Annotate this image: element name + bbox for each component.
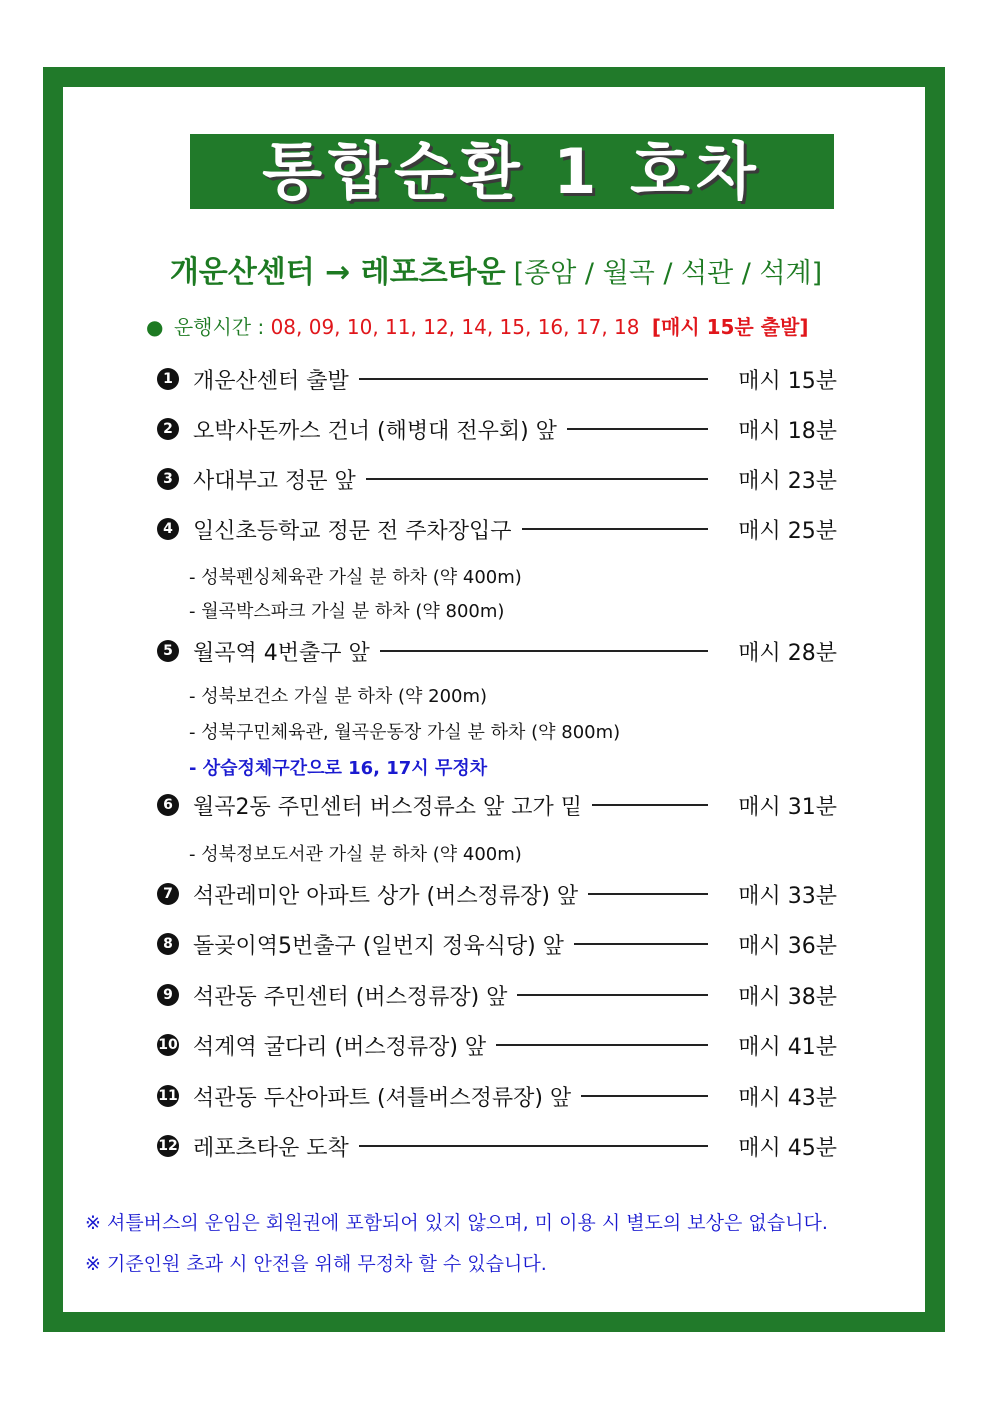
stop-note: - 성북정보도서관 가실 분 하차 (약 400m)	[189, 844, 522, 865]
stop-row	[157, 412, 837, 446]
stop-time: 매시 45분	[738, 1135, 837, 1161]
leader-line	[380, 650, 709, 652]
leader-line	[581, 1095, 708, 1097]
stop-row	[157, 978, 837, 1012]
stop-number: 6	[157, 794, 179, 816]
stop-name: 오박사돈까스 건너 (해병대 전우회) 앞	[193, 418, 557, 444]
stop-row	[157, 877, 837, 911]
route-sub: [종암 / 월곡 / 석관 / 석계]	[513, 258, 823, 289]
hours-label: 운행시간 :	[173, 315, 265, 339]
hours-times: 08, 09, 10, 11, 12, 14, 15, 16, 17, 18	[270, 315, 640, 339]
stop-time: 매시 18분	[738, 418, 837, 444]
stop-name: 레포츠타운 도착	[193, 1135, 349, 1161]
stop-name: 돌곶이역5번출구 (일번지 정육식당) 앞	[193, 933, 564, 959]
stop-number: 1	[157, 368, 179, 390]
page-title: 통합순환 1 호차	[262, 134, 762, 208]
stop-number: 4	[157, 518, 179, 540]
footnote: ※ 셔틀버스의 운임은 회원권에 포함되어 있지 않으며, 미 이용 시 별도의 보상은 없습니다.	[85, 1212, 828, 1234]
stop-time: 매시 36분	[738, 933, 837, 959]
leader-line	[496, 1044, 708, 1046]
stop-warning: - 상습정체구간으로 16, 17시 무정차	[189, 758, 488, 779]
stop-number: 5	[157, 640, 179, 662]
stop-time: 매시 25분	[738, 518, 837, 544]
stop-number: 3	[157, 468, 179, 490]
stop-row	[157, 1129, 837, 1163]
stop-row	[157, 462, 837, 496]
leader-line	[592, 804, 708, 806]
stop-time: 매시 43분	[738, 1085, 837, 1111]
stop-row	[157, 1028, 837, 1062]
stop-time: 매시 23분	[738, 468, 837, 494]
stop-number: 10	[157, 1034, 179, 1056]
stop-name: 석관동 두산아파트 (셔틀버스정류장) 앞	[193, 1085, 572, 1111]
stop-name: 월곡역 4번출구 앞	[193, 640, 370, 666]
stop-time: 매시 38분	[738, 984, 837, 1010]
stop-note: - 성북구민체육관, 월곡운동장 가실 분 하차 (약 800m)	[189, 722, 621, 743]
stop-time: 매시 33분	[738, 883, 837, 909]
stop-name: 석관레미안 아파트 상가 (버스정류장) 앞	[193, 883, 579, 909]
stop-name: 개운산센터 출발	[193, 368, 349, 394]
stop-row	[157, 634, 837, 668]
stop-number: 12	[157, 1135, 179, 1157]
stop-time: 매시 15분	[738, 368, 837, 394]
route-main: 개운산센터 → 레포츠타운	[169, 255, 506, 290]
bullet-icon: ●	[146, 315, 164, 339]
stop-note: - 성북펜싱체육관 가실 분 하차 (약 400m)	[189, 567, 522, 588]
leader-line	[588, 893, 708, 895]
stop-row	[157, 788, 837, 822]
operating-hours	[146, 311, 809, 340]
leader-line	[366, 478, 708, 480]
stop-name: 석계역 굴다리 (버스정류장) 앞	[193, 1034, 487, 1060]
leader-line	[574, 943, 708, 945]
stop-time: 매시 31분	[738, 794, 837, 820]
title-banner	[190, 134, 834, 209]
stop-name: 월곡2동 주민센터 버스정류소 앞 고가 밑	[193, 794, 582, 820]
stop-time: 매시 41분	[738, 1034, 837, 1060]
stop-row	[157, 927, 837, 961]
leader-line	[567, 428, 708, 430]
stop-number: 9	[157, 984, 179, 1006]
stop-name: 일신초등학교 정문 전 주차장입구	[193, 518, 512, 544]
route-heading	[0, 247, 992, 291]
stop-number: 7	[157, 883, 179, 905]
leader-line	[522, 528, 709, 530]
stop-note: - 성북보건소 가실 분 하차 (약 200m)	[189, 686, 488, 707]
leader-line	[517, 994, 708, 996]
stop-row	[157, 1079, 837, 1113]
stop-name: 사대부고 정문 앞	[193, 468, 356, 494]
stop-number: 8	[157, 933, 179, 955]
stop-row	[157, 512, 837, 546]
stop-row	[157, 362, 837, 396]
stop-note: - 월곡박스파크 가실 분 하차 (약 800m)	[189, 601, 505, 622]
stop-name: 석관동 주민센터 (버스정류장) 앞	[193, 984, 508, 1010]
footnote: ※ 기준인원 초과 시 안전을 위해 무정차 할 수 있습니다.	[85, 1253, 547, 1275]
leader-line	[359, 1145, 708, 1147]
stop-number: 2	[157, 418, 179, 440]
stop-time: 매시 28분	[738, 640, 837, 666]
leader-line	[359, 378, 708, 380]
hours-note: [매시 15분 출발]	[651, 315, 809, 339]
stop-number: 11	[157, 1085, 179, 1107]
